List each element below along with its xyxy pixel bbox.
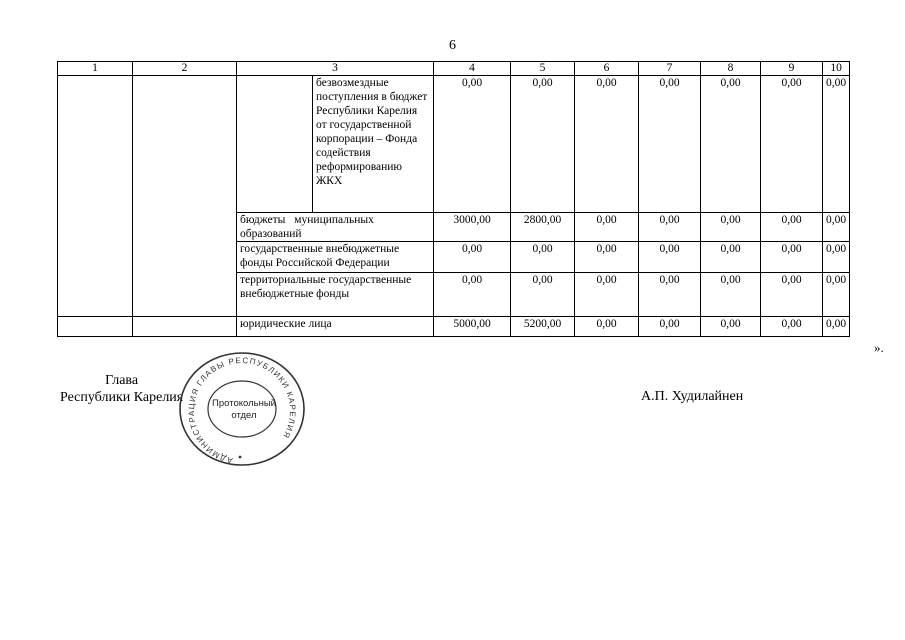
column-header: 9 (761, 62, 823, 76)
signature-title-line2: Республики Карелия (60, 390, 184, 405)
value-cell: 0,00 (575, 242, 639, 273)
column-header: 3 (237, 62, 434, 76)
row-label: безвозмездные поступления в бюджет Республики Карелия от государственной корпорации – Фонда содействия реформированию ЖКХ (313, 76, 434, 213)
column-header: 2 (133, 62, 237, 76)
value-cell: 0,00 (434, 273, 511, 317)
signature-title-line1: Глава (105, 373, 139, 388)
column-header: 8 (701, 62, 761, 76)
value-cell: 0,00 (701, 317, 761, 337)
value-cell: 0,00 (823, 213, 850, 242)
value-cell: 0,00 (511, 273, 575, 317)
empty-cell (58, 317, 133, 337)
value-cell: 0,00 (823, 242, 850, 273)
empty-cell (237, 76, 313, 213)
value-cell: 0,00 (639, 273, 701, 317)
value-cell: 0,00 (511, 242, 575, 273)
value-cell: 0,00 (761, 273, 823, 317)
empty-cell (133, 317, 237, 337)
value-cell: 3000,00 (434, 213, 511, 242)
column-header: 6 (575, 62, 639, 76)
value-cell: 0,00 (639, 317, 701, 337)
table-row (58, 76, 850, 213)
signature-title (60, 372, 183, 406)
value-cell: 0,00 (575, 213, 639, 242)
row-label: территориальные государственные внебюджетные фонды (237, 273, 434, 317)
row-label: бюджеты муниципальных образований (237, 213, 434, 242)
seal-inner-line2: отдел (231, 410, 257, 421)
empty-cell (133, 76, 237, 317)
value-cell: 0,00 (639, 76, 701, 213)
column-header: 10 (823, 62, 850, 76)
column-header: 4 (434, 62, 511, 76)
value-cell: 5000,00 (434, 317, 511, 337)
value-cell: 0,00 (701, 273, 761, 317)
table-row (58, 317, 850, 337)
value-cell: 0,00 (511, 76, 575, 213)
column-header: 1 (58, 62, 133, 76)
empty-cell (58, 76, 133, 317)
value-cell: 0,00 (823, 273, 850, 317)
value-cell: 0,00 (823, 317, 850, 337)
value-cell: 0,00 (761, 76, 823, 213)
value-cell: 0,00 (434, 242, 511, 273)
value-cell: 0,00 (761, 213, 823, 242)
column-header: 5 (511, 62, 575, 76)
column-header: 7 (639, 62, 701, 76)
table-header-row (58, 62, 850, 76)
seal-outer-text: АДМИНИСТРАЦИЯ ГЛАВЫ РЕСПУБЛИКИ КАРЕЛИЯ (186, 355, 298, 466)
row-label: государственные внебюджетные фонды Российской Федерации (237, 242, 434, 273)
value-cell: 5200,00 (511, 317, 575, 337)
page-number: 6 (449, 38, 456, 53)
row-label: юридические лица (237, 317, 434, 337)
value-cell: 0,00 (823, 76, 850, 213)
official-seal (177, 350, 307, 468)
value-cell: 2800,00 (511, 213, 575, 242)
budget-table (57, 61, 850, 337)
closing-quote: ». (874, 340, 884, 355)
value-cell: 0,00 (761, 317, 823, 337)
value-cell: 0,00 (701, 76, 761, 213)
seal-inner-line1: Протокольный (212, 398, 276, 409)
signatory-name: А.П. Худилайнен (641, 389, 744, 404)
value-cell: 0,00 (575, 317, 639, 337)
value-cell: 0,00 (575, 76, 639, 213)
value-cell: 0,00 (761, 242, 823, 273)
value-cell: 0,00 (639, 213, 701, 242)
value-cell: 0,00 (639, 242, 701, 273)
value-cell: 0,00 (434, 76, 511, 213)
value-cell: 0,00 (701, 213, 761, 242)
value-cell: 0,00 (575, 273, 639, 317)
value-cell: 0,00 (701, 242, 761, 273)
